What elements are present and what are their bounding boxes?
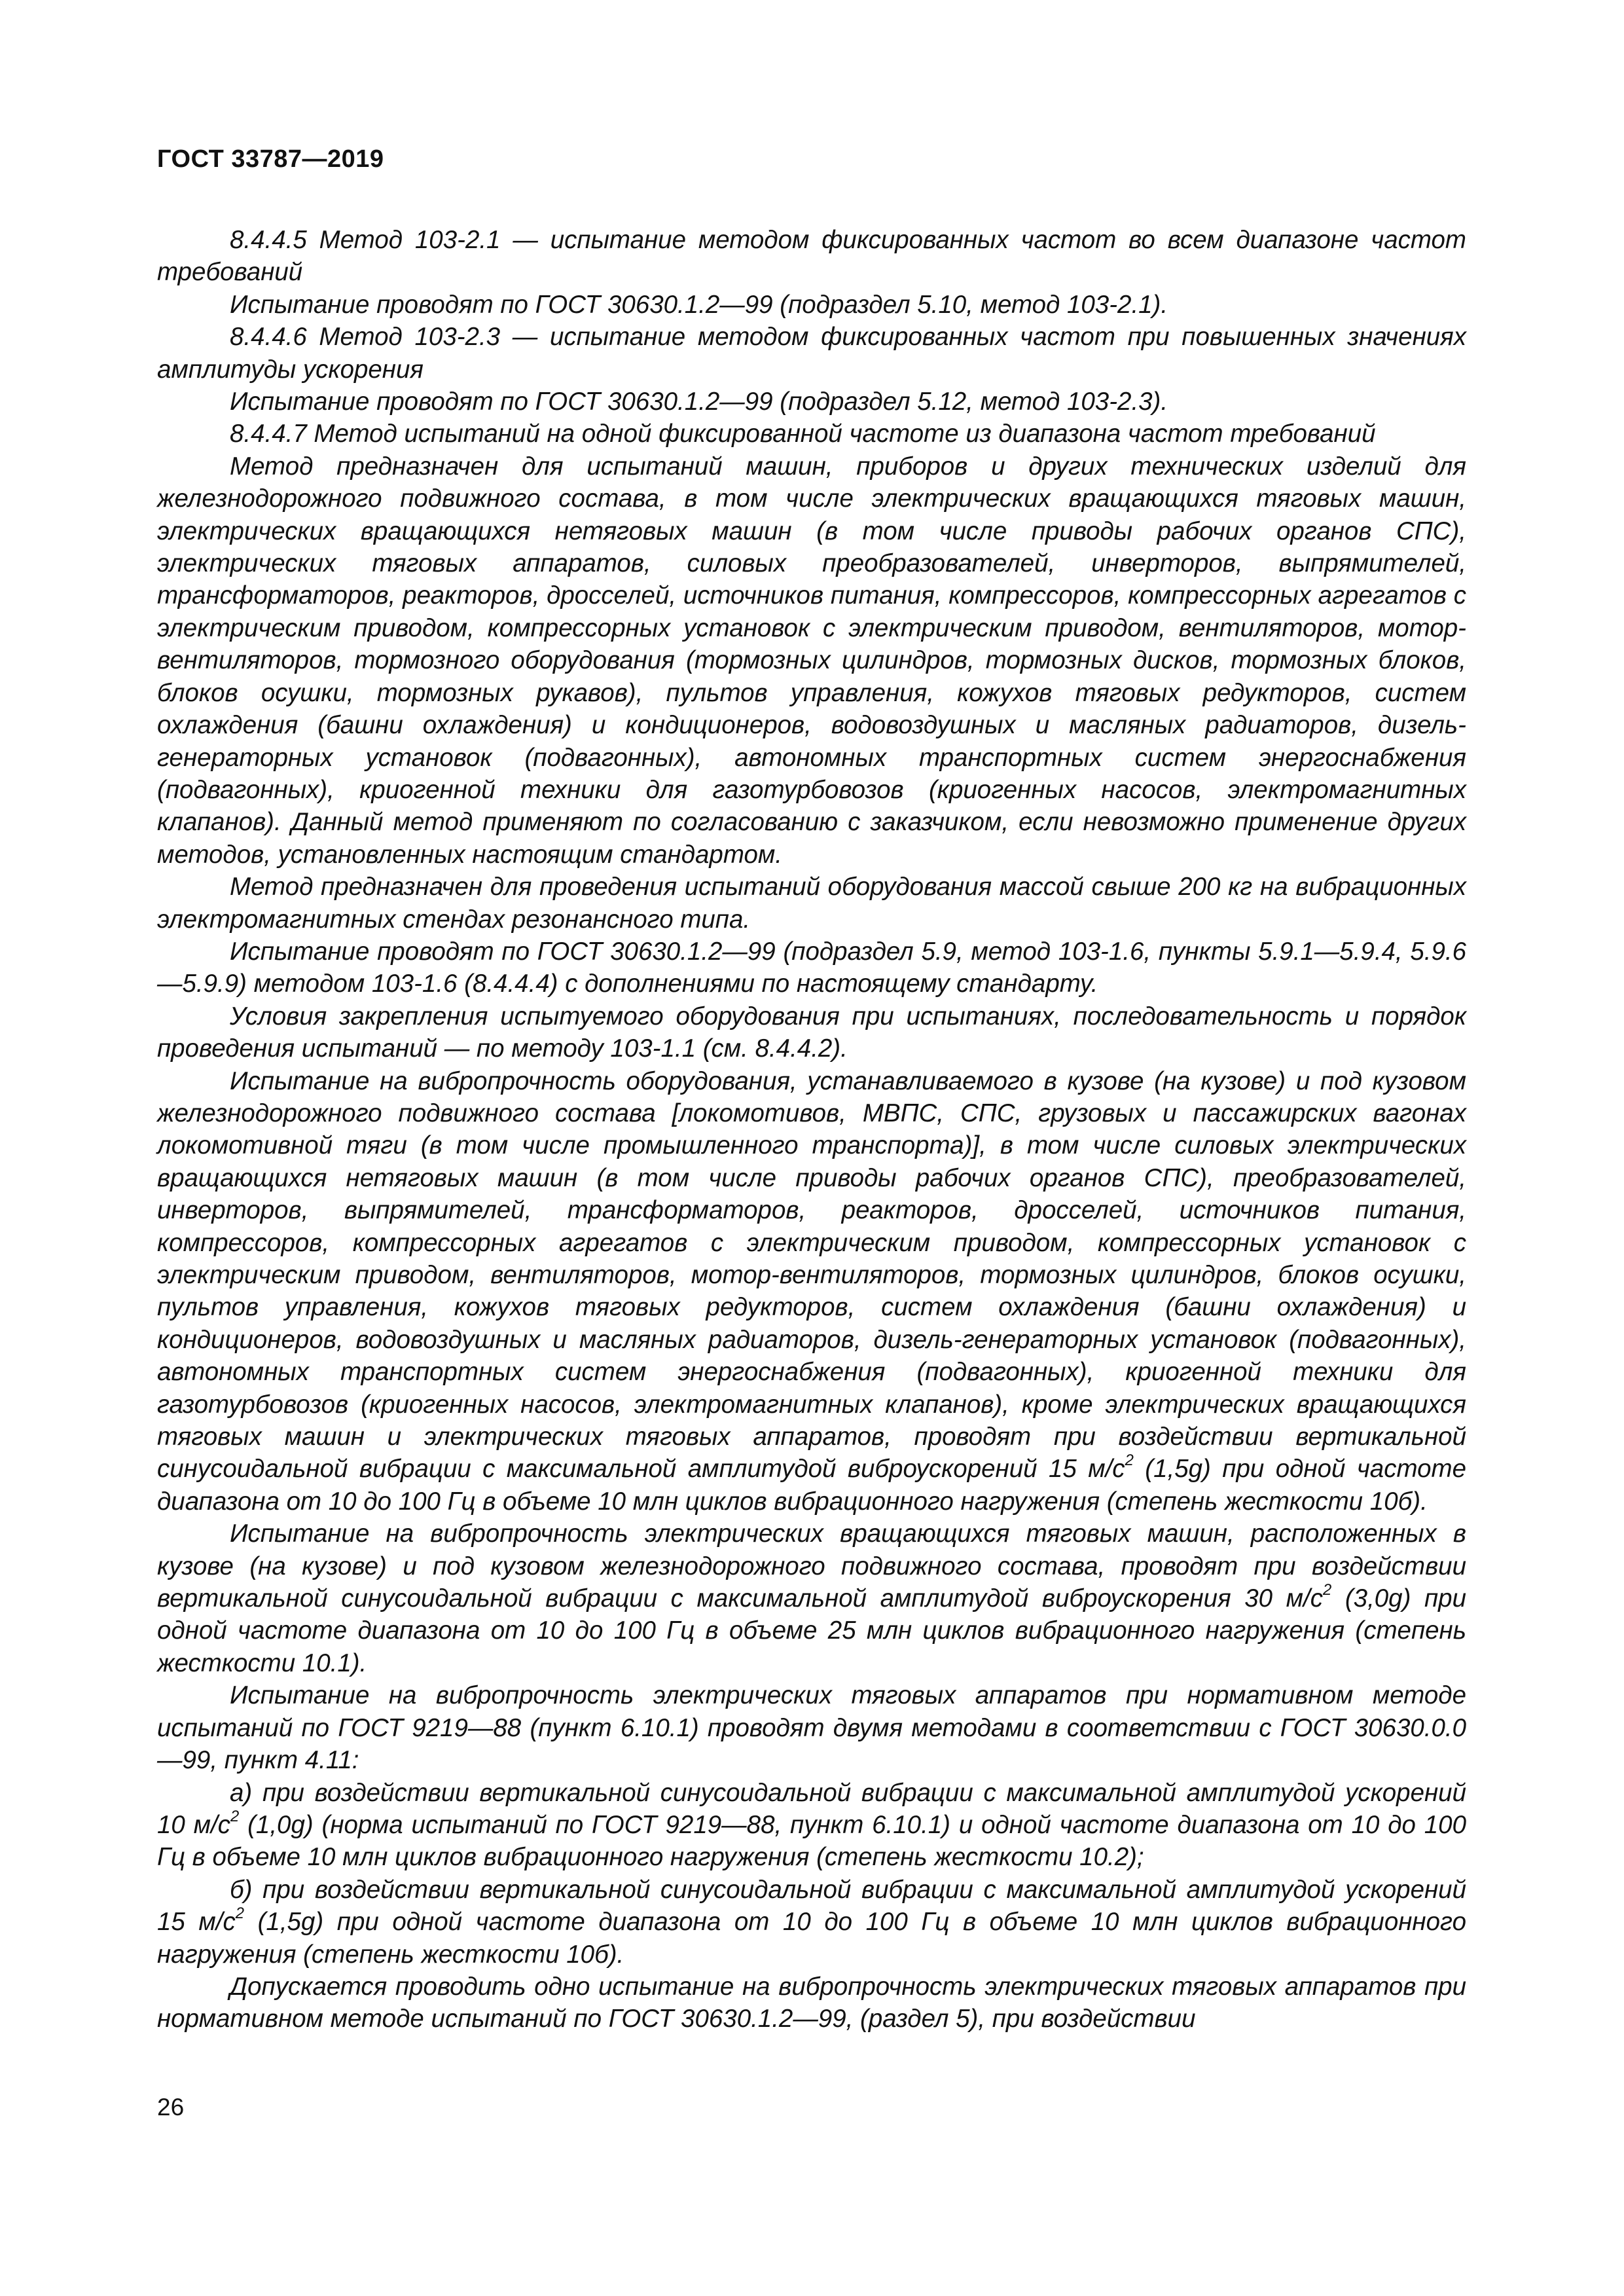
paragraph-text: Условия закрепления испытуемого оборудования при испытаниях, последовательность и порядок проведения испытаний — по методу 103-1.1 (см. 8.4.4.2).	[157, 1002, 1466, 1063]
clause-8-4-4-5: 8.4.4.5 Метод 103-2.1 — испытание методом фиксированных частот во всем диапазоне частот требований	[157, 226, 1466, 287]
document-body	[157, 224, 1466, 2035]
page-number: 26	[157, 2094, 185, 2121]
paragraph-text: Допускается проводить одно испытание на вибропрочность электрических тяговых аппаратов при нормативном методе испытаний по ГОСТ 30630.1.2—99, (раздел 5), при воздействии	[157, 1972, 1466, 2033]
paragraph-text: Испытание на вибропрочность электрических тяговых аппаратов при нормативном методе испытаний по ГОСТ 9219—88 (пункт 6.10.1) проводят двумя методами в соответствии с ГОСТ 30630.0.0—99, пункт 4.11:	[157, 1681, 1466, 1775]
paragraph-text: Метод предназначен для проведения испытаний оборудования массой свыше 200 кг на вибрационных электромагнитных стендах резонансного типа.	[157, 873, 1466, 934]
list-item-a: а) при воздействии вертикальной синусоидальной вибрации с максимальной амплитудой ускорений 10 $м/с^2$ (1,0g) (норма испытаний по ГОСТ 9219—88, пункт 6.10.1) и одной частоте диапазона от 10 до 100 Гц в объеме 10 млн циклов вибрационного нагружения (степень жесткости 10.2);	[157, 1778, 1466, 1872]
paragraph-text: Испытание проводят по ГОСТ 30630.1.2—99 (подраздел 5.10, метод 103-2.1).	[230, 290, 1168, 319]
paragraph-text: Испытание проводят по ГОСТ 30630.1.2—99 (подраздел 5.12, метод 103-2.3).	[230, 388, 1168, 416]
clause-8-4-4-7: 8.4.4.7 Метод испытаний на одной фиксированной частоте из диапазона частот требований	[230, 420, 1376, 448]
paragraph-text: Испытание на вибропрочность оборудования, устанавливаемого в кузове (на кузове) и под кузовом железнодорожного подвижного состава [локомотивов, МВПС, СПС, грузовых и пассажирских вагонах локомотивной тяги (в том числе промышленного транспорта)], в том числе силовых электрических вращающихся нетяговых машин (в том числе приводы рабочих органов СПС), преобразователей, инверторов, выпрямителей, трансформаторов, реакторов, дросселей, источников питания, компрессоров, компрессорных агрегатов с электрическим приводом, компрессорных установок с электрическим приводом, вентиляторов, мотор-вентиляторов, тормозных цилиндров, блоков осушки, пультов управления, кожухов тяговых редукторов, систем охлаждения (башни охлаждения) и кондиционеров, водовоздушных и масляных радиаторов, дизель-генераторных установок (подвагонных), автономных транспортных систем энергоснабжения (подвагонных), криогенной техники для газотурбовозов (криогенных насосов, электромагнитных клапанов), кроме электрических вращающихся тяговых машин и электрических тяговых аппаратов, проводят при воздействии вертикальной синусоидальной вибрации с максимальной амплитудой виброускорений 15 $м/с^2$ (1,5g) при одной частоте диапазона от 10 до 100 Гц в объеме 10 млн циклов вибрационного нагружения (степень жесткости 10б).	[157, 1066, 1466, 1516]
document-header: ГОСТ 33787—2019	[157, 145, 384, 173]
paragraph-text: Испытание проводят по ГОСТ 30630.1.2—99 (подраздел 5.9, метод 103-1.6, пункты 5.9.1—5.9.4, 5.9.6—5.9.9) методом 103-1.6 (8.4.4.4) с дополнениями по настоящему стандарту.	[157, 937, 1466, 998]
clause-8-4-4-6: 8.4.4.6 Метод 103-2.3 — испытание методом фиксированных частот при повышенных значениях амплитуды ускорения	[157, 323, 1466, 384]
paragraph-text: Испытание на вибропрочность электрических вращающихся тяговых машин, расположенных в кузове (на кузове) и под кузовом железнодорожного подвижного состава, проводят при воздействии вертикальной синусоидальной вибрации с максимальной амплитудой виброускорения 30 $м/с^2$ (3,0g) при одной частоте диапазона от 10 до 100 Гц в объеме 25 млн циклов вибрационного нагружения (степень жесткости 10.1).	[157, 1520, 1467, 1677]
paragraph-text: Метод предназначен для испытаний машин, приборов и других технических изделий для железнодорожного подвижного состава, в том числе электрических вращающихся тяговых машин, электрических вращающихся нетяговых машин (в том числе приводы рабочих органов СПС), электрических тяговых аппаратов, силовых преобразователей, инверторов, выпрямителей, трансформаторов, реакторов, дросселей, источников питания, компрессоров, компрессорных агрегатов с электрическим приводом, компрессорных установок с электрическим приводом, вентиляторов, мотор-вентиляторов, тормозного оборудования (тормозных цилиндров, тормозных дисков, тормозных блоков, блоков осушки, тормозных рукавов), пультов управления, кожухов тяговых редукторов, систем охлаждения (башни охлаждения) и кондиционеров, водовоздушных и масляных радиаторов, дизель-генераторных установок (подвагонных), автономных транспортных систем энергоснабжения (подвагонных), криогенной техники для газотурбовозов (криогенных насосов, электромагнитных клапанов). Данный метод применяют по согласованию с заказчиком, если невозможно применение других методов, установленных настоящим стандартом.	[157, 452, 1466, 869]
list-item-b: б) при воздействии вертикальной синусоидальной вибрации с максимальной амплитудой ускорений 15 $м/с^2$ (1,5g) при одной частоте диапазона от 10 до 100 Гц в объеме 10 млн циклов вибрационного нагружения (степень жесткости 10б).	[157, 1875, 1466, 1969]
